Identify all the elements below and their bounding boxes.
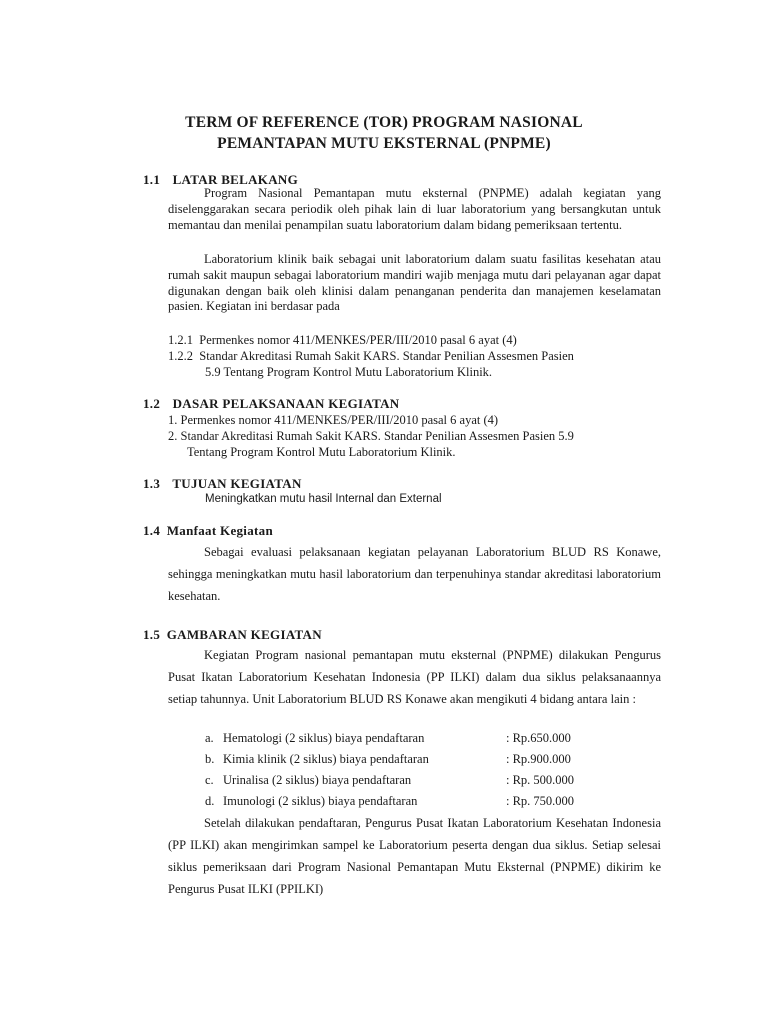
section-heading-1-2: [143, 396, 399, 412]
dasar-item-2: 2. Standar Akreditasi Rumah Sakit KARS. Standar Penilian Assesmen Pasien 5.9: [168, 429, 574, 443]
document-title: [0, 112, 768, 154]
gambaran-paragraph-1: Kegiatan Program nasional pemantapan mutu eksternal (PNPME) dilakukan Pengurus Pusat Ikatan Laboratorium Kesehatan Indonesia (PP ILKI) dalam dua siklus pelaksanaannya setiap tahunnya. Unit Laboratorium BLUD RS Konawe akan mengikuti 4 bidang antara lain :: [168, 648, 661, 706]
item-text: Permenkes nomor 411/MENKES/PER/III/2010 pasal 6 ayat (4): [199, 333, 517, 347]
section-title: TUJUAN KEGIATAN: [172, 476, 302, 491]
dasar-item-2-continued: Tentang Program Kontrol Mutu Laboratorium Klinik.: [187, 445, 456, 459]
fee-marker: d.: [205, 794, 215, 808]
dasar-item-1: 1. Permenkes nomor 411/MENKES/PER/III/2010 pasal 6 ayat (4): [168, 413, 499, 427]
item-number: 1.2.1: [168, 333, 193, 347]
fee-amount: : Rp.900.000: [506, 752, 571, 766]
section-title: GAMBARAN KEGIATAN: [166, 627, 322, 642]
section-title: Manfaat Kegiatan: [166, 523, 273, 538]
section-title: LATAR BELAKANG: [172, 172, 298, 187]
latar-belakang-paragraph-2: Laboratorium klinik baik sebagai unit laboratorium dalam suatu fasilitas kesehatan atau rumah sakit maupun sebagai laboratorium mandiri wajib menjaga mutu dari pelayanan agar dapat digunakan dengan baik oleh klinisi dalam penanganan penderita dan manajemen keselamatan pasien. Kegiatan ini berdasar pada: [168, 252, 661, 314]
fee-amount: : Rp. 750.000: [506, 794, 575, 808]
reference-item-1-2-2: [168, 349, 574, 364]
fee-label: Kimia klinik (2 siklus) biaya pendaftaran: [223, 752, 429, 766]
section-number: 1.5: [143, 627, 161, 642]
fee-label: Imunologi (2 siklus) biaya pendaftaran: [223, 794, 418, 808]
section-title: DASAR PELAKSANAAN KEGIATAN: [172, 396, 400, 411]
fee-marker: a.: [205, 731, 214, 745]
latar-belakang-paragraph-1: Program Nasional Pemantapan mutu eksternal (PNPME) adalah kegiatan yang diselenggarakan secara periodik oleh pihak lain di luar laboratorium yang bersangkutan untuk memantau dan menilai penampilan suatu laboratorium dalam bidang pemeriksaan tertentu.: [168, 186, 661, 232]
section-number: 1.1: [143, 172, 161, 187]
fee-label: Urinalisa (2 siklus) biaya pendaftaran: [223, 773, 412, 787]
section-heading-1-3: [143, 476, 302, 492]
fee-amount: : Rp. 500.000: [506, 773, 575, 787]
manfaat-paragraph: Sebagai evaluasi pelaksanaan kegiatan pelayanan Laboratorium BLUD RS Konawe, sehingga meningkatkan mutu hasil laboratorium dan terpenuhinya standar akreditasi laboratorium kesehatan.: [168, 545, 661, 603]
reference-item-1-2-1: [168, 333, 517, 348]
fee-label: Hematologi (2 siklus) biaya pendaftaran: [223, 731, 425, 745]
title-line-1: TERM OF REFERENCE (TOR) PROGRAM NASIONAL: [185, 114, 583, 131]
section-heading-1-5: [143, 627, 322, 643]
section-number: 1.2: [143, 396, 161, 411]
gambaran-paragraph-2: Setelah dilakukan pendaftaran, Pengurus Pusat Ikatan Laboratorium Kesehatan Indonesia (PP ILKI) akan mengirimkan sampel ke Laboratorium peserta dengan dua siklus. Setiap selesai siklus pemeriksaan dari Program Nasional Pemantapan Mutu Eksternal (PNPME) dikirim ke Pengurus Pusat ILKI (PPILKI): [168, 816, 661, 896]
title-line-2: PEMANTAPAN MUTU EKSTERNAL (PNPME): [217, 135, 551, 152]
fee-amount: : Rp.650.000: [506, 731, 571, 745]
reference-item-1-2-2-continued: 5.9 Tentang Program Kontrol Mutu Laboratorium Klinik.: [205, 365, 493, 379]
fee-marker: b.: [205, 752, 215, 766]
section-number: 1.4: [143, 523, 161, 538]
item-text: Standar Akreditasi Rumah Sakit KARS. Standar Penilian Assesmen Pasien: [199, 349, 574, 363]
tujuan-text: Meningkatkan mutu hasil Internal dan External: [205, 493, 442, 505]
fee-marker: c.: [205, 773, 214, 787]
item-number: 1.2.2: [168, 349, 193, 363]
section-number: 1.3: [143, 476, 161, 491]
section-heading-1-4: [143, 523, 273, 539]
